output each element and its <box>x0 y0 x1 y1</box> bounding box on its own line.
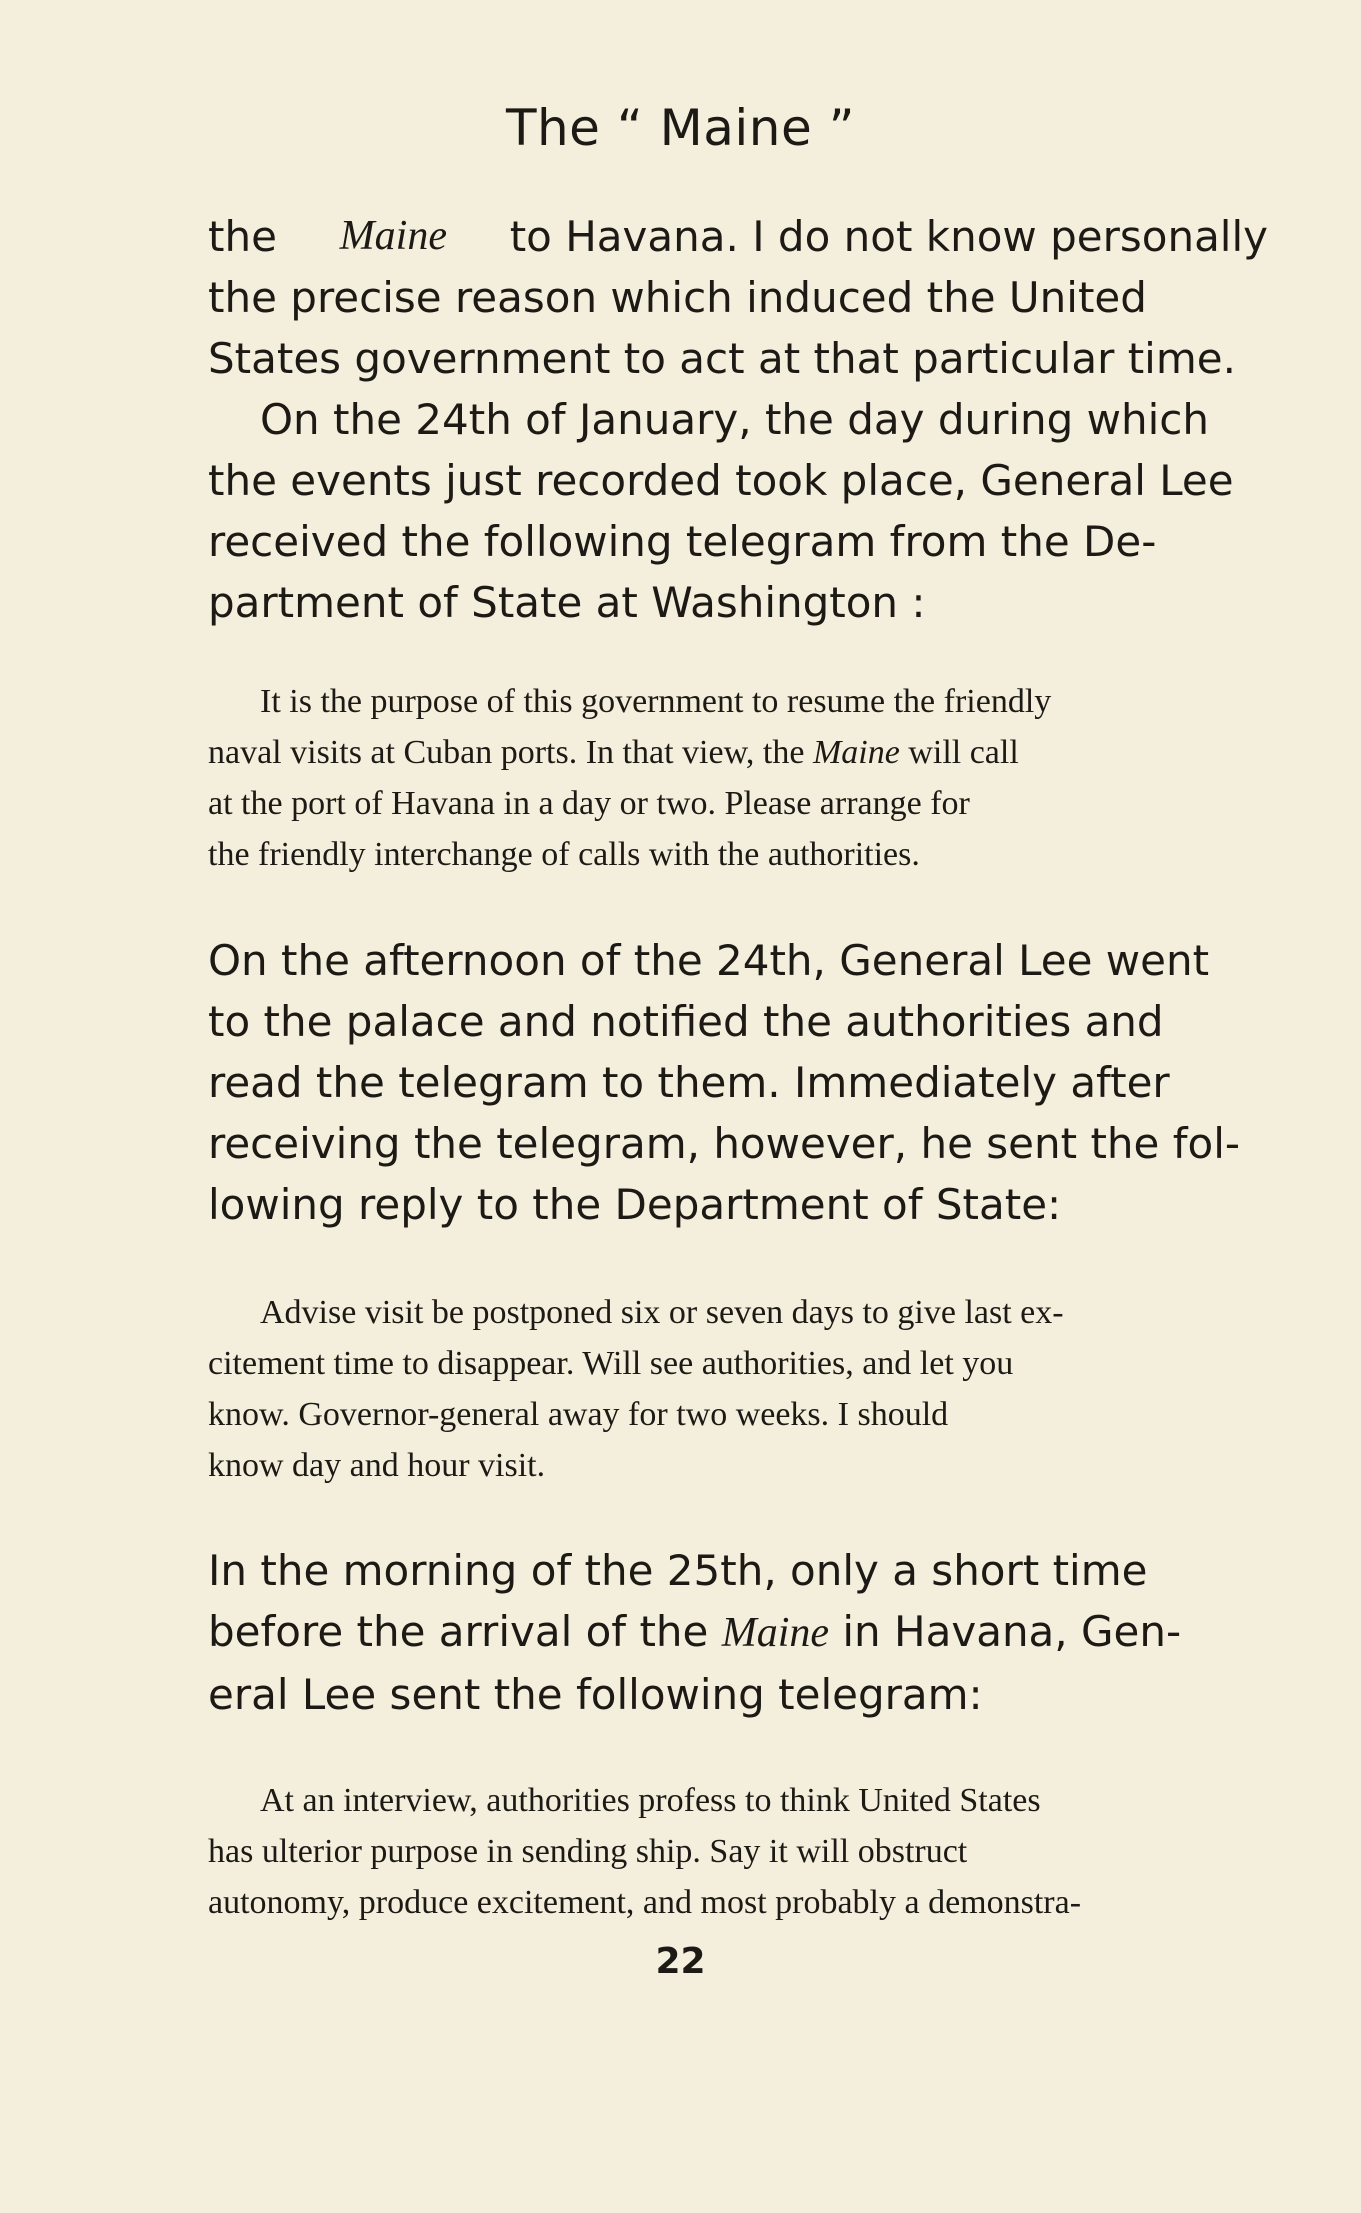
telegram-quote-3 <box>208 1775 1268 1928</box>
para1-line-1: the Maine to Havana. I do not know personally <box>208 206 1268 267</box>
para1-line-2: the precise reason which induced the United <box>208 273 1147 322</box>
paragraph-2 <box>208 389 1268 633</box>
para1-line-3: States government to act at that particular time. <box>208 334 1236 383</box>
paragraph-3 <box>208 930 1268 1235</box>
para3-line-4: receiving the telegram, however, he sent the fol- <box>208 1119 1241 1168</box>
para3-line-3: read the telegram to them. Immediately after <box>208 1058 1170 1107</box>
para2-line-4: partment of State at Washington : <box>208 578 926 627</box>
para3-line-2: to the palace and notified the authorities and <box>208 997 1164 1046</box>
para3-line-1: On the afternoon of the 24th, General Lee went <box>208 936 1210 985</box>
page-number: 22 <box>655 1941 706 1982</box>
quote2-line-4: know day and hour visit. <box>208 1447 546 1484</box>
paragraph-1 <box>208 206 1268 389</box>
italic-ship-name: Maine <box>812 734 900 771</box>
italic-ship-name: Maine <box>339 213 447 259</box>
running-head: The “ Maine ” <box>505 99 856 157</box>
quote1-line-3: at the port of Havana in a day or two. Please arrange for <box>208 785 970 822</box>
para4-line-2: before the arrival of the Maine in Havana, Gen- <box>208 1607 1182 1656</box>
quote2-line-1: Advise visit be postponed six or seven days to give last ex- <box>260 1294 1064 1331</box>
para2-line-1: On the 24th of January, the day during which <box>260 395 1210 444</box>
telegram-quote-1 <box>208 676 1268 880</box>
quote1-line-4: the friendly interchange of calls with the authorities. <box>208 836 920 873</box>
quote2-line-2: citement time to disappear. Will see authorities, and let you <box>208 1345 1014 1382</box>
quote1-line-1: It is the purpose of this government to resume the friendly <box>260 683 1052 720</box>
telegram-quote-2 <box>208 1287 1268 1491</box>
para4-line-3: eral Lee sent the following telegram: <box>208 1670 983 1719</box>
quote1-line-2: naval visits at Cuban ports. In that view, the Maine will call <box>208 734 1019 771</box>
quote3-line-3: autonomy, produce excitement, and most probably a demonstra- <box>208 1884 1082 1921</box>
italic-ship-name: Maine <box>721 1610 830 1656</box>
quote3-line-1: At an interview, authorities profess to think United States <box>260 1782 1041 1819</box>
para2-line-2: the events just recorded took place, General Lee <box>208 456 1234 505</box>
paragraph-4 <box>208 1540 1268 1725</box>
para4-line-1: In the morning of the 25th, only a short time <box>208 1546 1148 1595</box>
para3-line-5: lowing reply to the Department of State: <box>208 1180 1062 1229</box>
quote3-line-2: has ulterior purpose in sending ship. Say it will obstruct <box>208 1833 968 1870</box>
quote2-line-3: know. Governor-general away for two weeks. I should <box>208 1396 949 1433</box>
para2-line-3: received the following telegram from the De- <box>208 517 1157 566</box>
